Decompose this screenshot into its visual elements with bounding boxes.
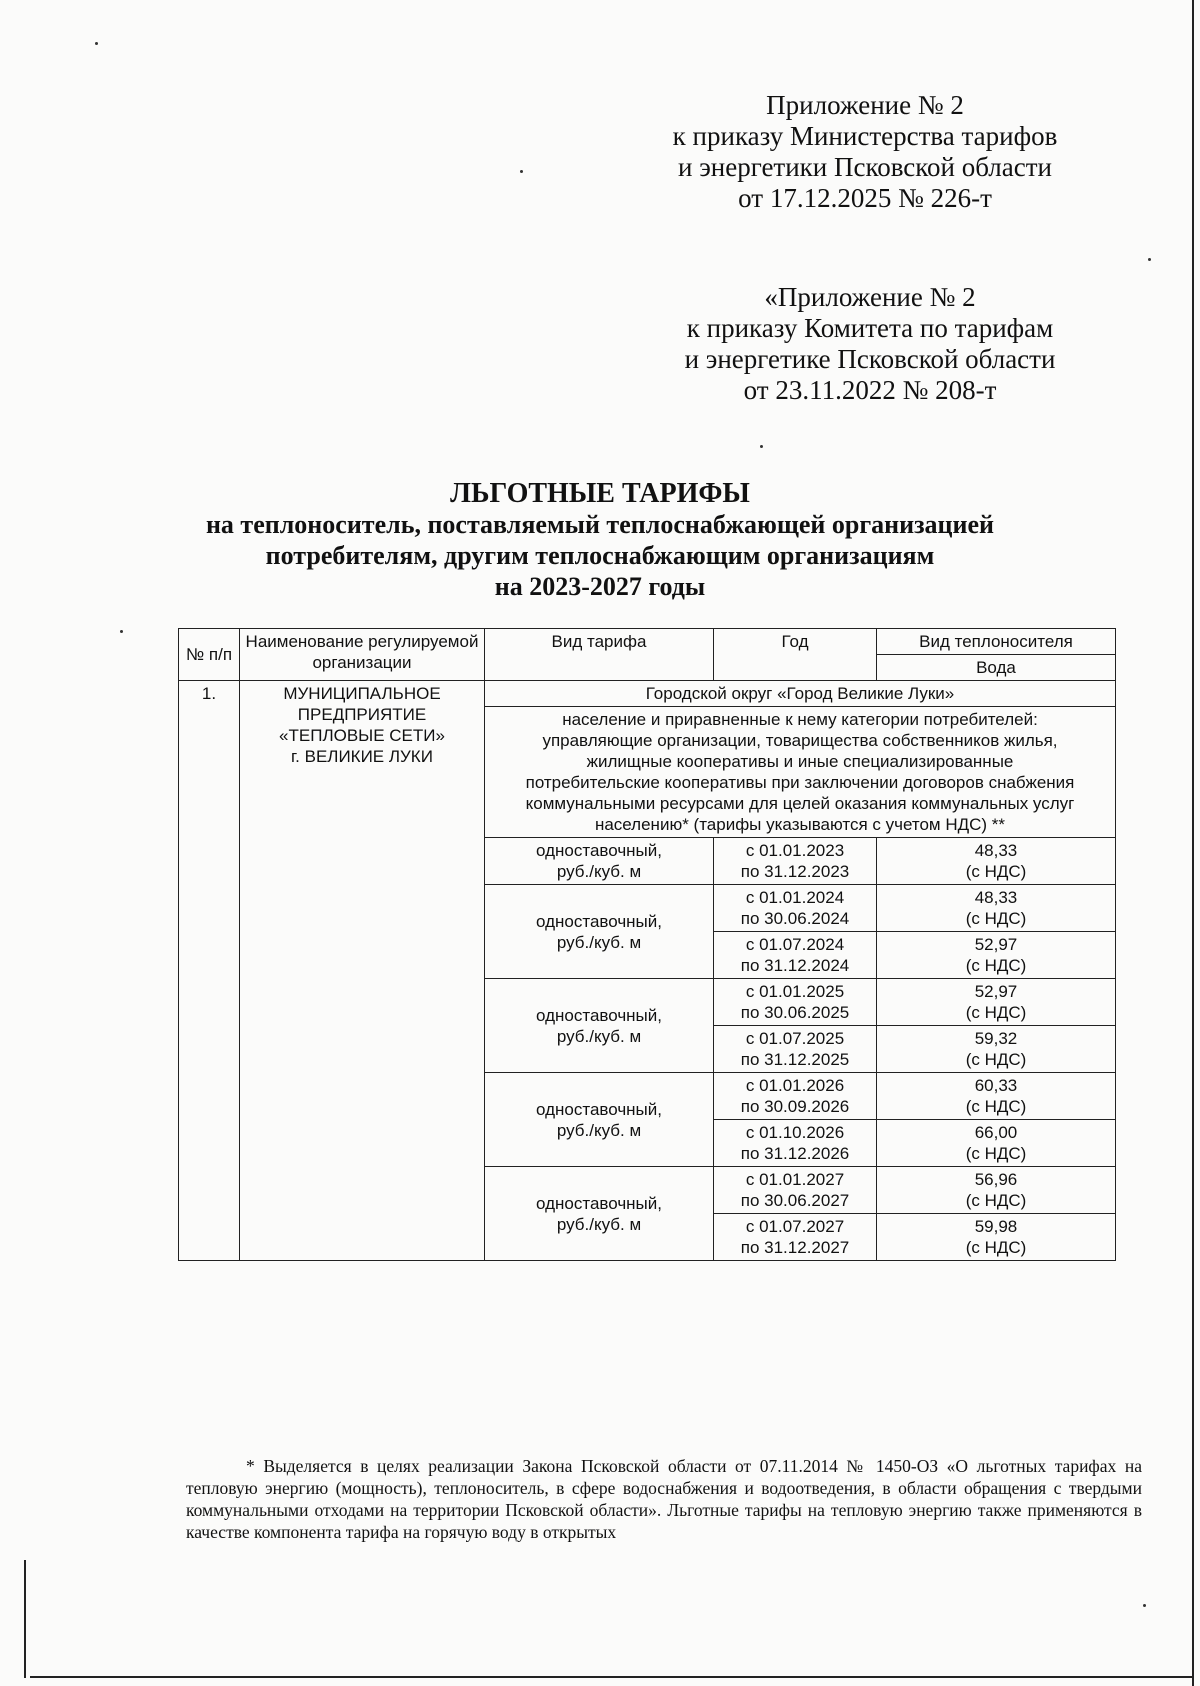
vat-note: (с НДС) <box>965 862 1027 881</box>
header-carrier: Вид теплоносителя <box>877 629 1116 655</box>
appendix-line: к приказу Комитета по тарифам <box>686 313 1054 343</box>
organization-line: г. ВЕЛИКИЕ ЛУКИ <box>291 747 433 766</box>
period-to: по 31.12.2025 <box>740 1050 850 1069</box>
scan-speck <box>760 445 763 448</box>
period-to: по 31.12.2027 <box>740 1238 850 1257</box>
table-header-row <box>179 629 1116 655</box>
tariff-unit: руб./куб. м <box>556 932 642 952</box>
period-to: по 30.09.2026 <box>740 1097 850 1116</box>
tariff-unit: руб./куб. м <box>556 1214 642 1234</box>
page-edge-bottom <box>30 1676 1192 1678</box>
tariff-value: 59,98 <box>974 1217 1018 1236</box>
period-to: по 30.06.2024 <box>740 909 850 928</box>
scan-speck <box>120 630 123 633</box>
header-year: Год <box>714 629 877 681</box>
scan-speck <box>95 42 98 45</box>
period-from: с 01.01.2023 <box>745 841 845 860</box>
category-line: коммунальными ресурсами для целей оказания коммунальных услуг <box>525 794 1075 813</box>
appendix-line: от 17.12.2025 № 226-т <box>738 183 992 213</box>
appendix-line: Приложение № 2 <box>766 90 964 120</box>
period-from: с 01.01.2024 <box>745 888 845 907</box>
scan-speck <box>520 170 523 173</box>
tariff-kind-cell <box>485 979 714 1073</box>
organization-line: ПРЕДПРИЯТИЕ <box>297 705 427 724</box>
tariff-value: 60,33 <box>974 1076 1018 1095</box>
tariff-value-cell <box>877 979 1116 1026</box>
appendix-header-old <box>660 282 1080 406</box>
tariff-kind: одноставочный, <box>536 1193 662 1213</box>
header-tariff-type: Вид тарифа <box>485 629 714 681</box>
period-to: по 30.06.2027 <box>740 1191 850 1210</box>
period-cell <box>714 1026 877 1073</box>
tariff-value: 59,32 <box>974 1029 1018 1048</box>
tariff-value-cell <box>877 932 1116 979</box>
tariff-value: 66,00 <box>974 1123 1018 1142</box>
document-title <box>180 478 1020 602</box>
vat-note: (с НДС) <box>965 1097 1027 1116</box>
period-from: с 01.01.2025 <box>745 982 845 1001</box>
period-cell <box>714 838 877 885</box>
tariff-value: 52,97 <box>974 935 1018 954</box>
category-line: управляющие организации, товарищества собственников жилья, <box>542 731 1058 750</box>
category-line: населению* (тарифы указываются с учетом НДС) ** <box>594 815 1006 834</box>
appendix-line: «Приложение № 2 <box>764 282 976 312</box>
tariff-table <box>178 628 1116 1261</box>
appendix-line: и энергетике Псковской области <box>684 344 1056 374</box>
tariff-kind-cell <box>485 1073 714 1167</box>
tariff-value: 52,97 <box>974 982 1018 1001</box>
vat-note: (с НДС) <box>965 1144 1027 1163</box>
tariff-value-cell <box>877 838 1116 885</box>
tariff-value: 56,96 <box>974 1170 1018 1189</box>
period-from: с 01.01.2026 <box>745 1076 845 1095</box>
category-line: жилищные кооперативы и иные специализированные <box>586 752 1014 771</box>
tariff-value-cell <box>877 1120 1116 1167</box>
period-cell <box>714 1120 877 1167</box>
period-to: по 30.06.2025 <box>740 1003 850 1022</box>
tariff-value-cell <box>877 1026 1116 1073</box>
period-from: с 01.07.2025 <box>745 1029 845 1048</box>
vat-note: (с НДС) <box>965 1238 1027 1257</box>
organization-cell <box>240 681 485 1261</box>
tariff-table-wrapper <box>178 628 1116 1261</box>
period-to: по 31.12.2023 <box>740 862 850 881</box>
period-from: с 01.10.2026 <box>745 1123 845 1142</box>
period-from: с 01.07.2027 <box>745 1217 845 1236</box>
title-line: потребителям, другим теплоснабжающим организациям <box>265 541 935 570</box>
period-cell <box>714 885 877 932</box>
district-cell: Городской округ «Город Великие Луки» <box>485 681 1116 707</box>
tariff-value: 48,33 <box>974 841 1018 860</box>
tariff-kind-cell <box>485 838 714 885</box>
vat-note: (с НДС) <box>965 909 1027 928</box>
appendix-header-new <box>650 90 1080 214</box>
scan-speck <box>1143 1604 1146 1607</box>
tariff-kind-cell <box>485 885 714 979</box>
header-water: Вода <box>877 655 1116 681</box>
consumer-category-cell <box>485 707 1116 838</box>
tariff-unit: руб./куб. м <box>556 1120 642 1140</box>
title-line: на 2023-2027 годы <box>494 572 706 601</box>
tariff-value-cell <box>877 1073 1116 1120</box>
period-to: по 31.12.2026 <box>740 1144 850 1163</box>
tariff-unit: руб./куб. м <box>556 862 642 881</box>
tariff-kind-cell <box>485 1167 714 1261</box>
tariff-unit: руб./куб. м <box>556 1026 642 1046</box>
period-cell <box>714 1073 877 1120</box>
vat-note: (с НДС) <box>965 1191 1027 1210</box>
period-to: по 31.12.2024 <box>740 956 850 975</box>
period-from: с 01.01.2027 <box>745 1170 845 1189</box>
row-number: 1. <box>179 681 240 1261</box>
tariff-value-cell <box>877 885 1116 932</box>
title-line: на теплоноситель, поставляемый теплоснабжающей организацией <box>205 510 995 539</box>
period-cell <box>714 932 877 979</box>
vat-note: (с НДС) <box>965 956 1027 975</box>
scan-speck <box>1148 258 1151 261</box>
category-line: население и приравненные к нему категории потребителей: <box>562 710 1038 729</box>
tariff-kind: одноставочный, <box>536 1099 662 1119</box>
page-edge-left <box>24 1560 26 1678</box>
title-main: ЛЬГОТНЫЕ ТАРИФЫ <box>450 478 750 509</box>
vat-note: (с НДС) <box>965 1050 1027 1069</box>
appendix-line: к приказу Министерства тарифов <box>672 121 1058 151</box>
table-row <box>179 681 1116 707</box>
tariff-value-cell <box>877 1214 1116 1261</box>
tariff-kind: одноставочный, <box>536 911 662 931</box>
period-cell <box>714 1167 877 1214</box>
organization-line: МУНИЦИПАЛЬНОЕ <box>283 684 441 703</box>
tariff-value-cell <box>877 1167 1116 1214</box>
appendix-line: от 23.11.2022 № 208-т <box>743 375 997 405</box>
page-edge-right <box>1192 0 1194 1686</box>
period-from: с 01.07.2024 <box>745 935 845 954</box>
vat-note: (с НДС) <box>965 1003 1027 1022</box>
appendix-line: и энергетики Псковской области <box>678 152 1052 182</box>
header-num: № п/п <box>179 629 240 681</box>
tariff-kind: одноставочный, <box>536 1005 662 1025</box>
tariff-value: 48,33 <box>974 888 1018 907</box>
tariff-kind: одноставочный, <box>536 841 662 860</box>
organization-line: «ТЕПЛОВЫЕ СЕТИ» <box>279 726 445 745</box>
footnote: * Выделяется в целях реализации Закона Псковской области от 07.11.2014 № 1450-ОЗ «О льготных тарифах на тепловую энергию (мощность), теплоноситель, в сфере водоснабжения и водоотведения, в области обращения с твердыми коммунальными отходами на территории Псковской области». Льготные тарифы на тепловую энергию также применяются в качестве компонента тарифа на горячую воду в открытых <box>186 1456 1142 1542</box>
period-cell <box>714 979 877 1026</box>
period-cell <box>714 1214 877 1261</box>
header-organization: Наименование регулируемой организации <box>240 629 485 681</box>
category-line: потребительские кооперативы при заключении договоров снабжения <box>525 773 1075 792</box>
